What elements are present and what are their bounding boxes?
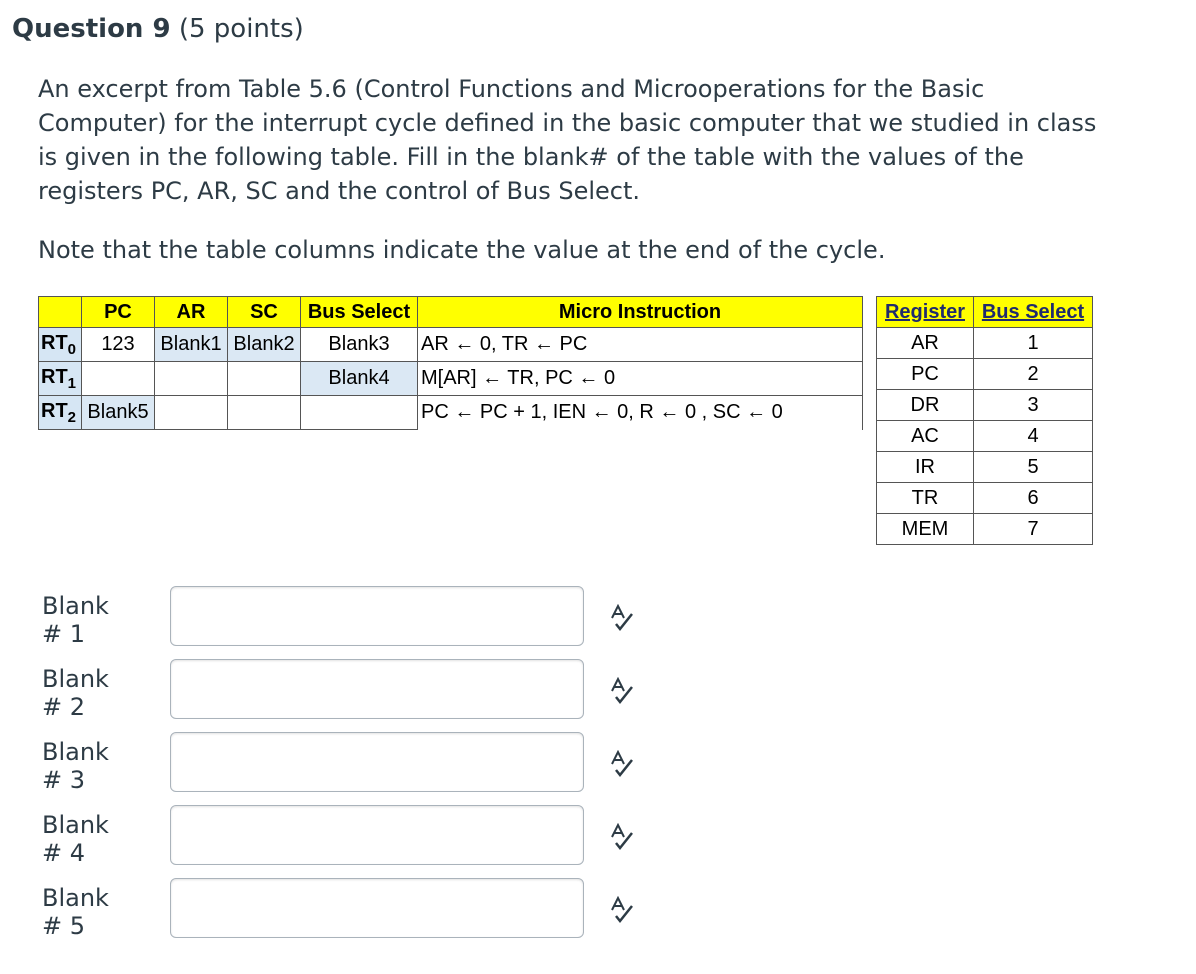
bus-cell: Blank3: [301, 328, 418, 362]
register-cell: TR: [877, 483, 974, 514]
bus-select-cell: 5: [974, 452, 1093, 483]
register-cell: AR: [877, 328, 974, 359]
question-note: Note that the table columns indicate the value at the end of the cycle.: [38, 236, 886, 264]
row-label: $RT_1$: [39, 362, 82, 396]
sc-cell: [228, 362, 301, 396]
ar-cell: [155, 362, 228, 396]
header-cell: AR: [155, 297, 228, 328]
table-row: [877, 514, 1093, 545]
bus-cell: Blank4: [301, 362, 418, 396]
bus-select-table: [876, 296, 1093, 545]
table-row: [877, 328, 1093, 359]
bus-cell: [301, 396, 418, 430]
header-cell: [39, 297, 82, 328]
register-cell: PC: [877, 359, 974, 390]
bus-select-cell: 4: [974, 421, 1093, 452]
bus-select-cell: 6: [974, 483, 1093, 514]
micro-op-table: [38, 296, 863, 430]
micro-cell: AR ← 0, TR ← PC: [418, 328, 863, 362]
table-row: [39, 396, 863, 430]
blank-2-input[interactable]: [170, 659, 584, 719]
register-cell: DR: [877, 390, 974, 421]
blank-4-input[interactable]: [170, 805, 584, 865]
header-cell: SC: [228, 297, 301, 328]
bus-select-cell: 2: [974, 359, 1093, 390]
blank-5-input[interactable]: [170, 878, 584, 938]
blank-3-input[interactable]: [170, 732, 584, 792]
table-row: [39, 328, 863, 362]
bus-select-cell: 3: [974, 390, 1093, 421]
pc-cell: 123: [82, 328, 155, 362]
blank-label: Blank # 1: [42, 592, 109, 648]
blank-label: Blank # 5: [42, 884, 109, 940]
row-label: $RT_2$: [39, 396, 82, 430]
pc-cell: Blank5: [82, 396, 155, 430]
table-row: [877, 421, 1093, 452]
blank-label: Blank # 4: [42, 811, 109, 867]
register-cell: AC: [877, 421, 974, 452]
header-cell: Micro Instruction: [418, 297, 863, 328]
micro-cell: PC ← PC + 1, IEN ← 0, R ← 0 , SC ← 0: [418, 396, 863, 430]
spellcheck-icon[interactable]: [608, 604, 636, 634]
table-row: [877, 359, 1093, 390]
row-label: $RT_0$: [39, 328, 82, 362]
register-cell: MEM: [877, 514, 974, 545]
table-header-row: [877, 297, 1093, 328]
table-header-row: [39, 297, 863, 328]
pc-cell: [82, 362, 155, 396]
blank-label: Blank # 3: [42, 738, 109, 794]
question-points: (5 points): [178, 14, 304, 44]
sc-cell: Blank2: [228, 328, 301, 362]
table-row: [39, 362, 863, 396]
header-cell: Register: [877, 297, 974, 328]
blank-1-input[interactable]: [170, 586, 584, 646]
micro-cell: M[AR] ← TR, PC ← 0: [418, 362, 863, 396]
question-header: [12, 14, 304, 44]
question-title: Question 9: [12, 14, 171, 44]
header-cell: PC: [82, 297, 155, 328]
sc-cell: [228, 396, 301, 430]
register-cell: IR: [877, 452, 974, 483]
spellcheck-icon[interactable]: [608, 823, 636, 853]
question-text: An excerpt from Table 5.6 (Control Functions and Microoperations for the Basic Computer) for the interrupt cycle defined in the basic computer that we studied in class is given in the following table. Fill in the blank# of the table with the values of the registers PC, AR, SC and the control of Bus Select.: [38, 75, 1097, 205]
header-cell: Bus Select: [974, 297, 1093, 328]
table-row: [877, 483, 1093, 514]
blank-label: Blank # 2: [42, 665, 109, 721]
ar-cell: [155, 396, 228, 430]
table-row: [877, 452, 1093, 483]
table-row: [877, 390, 1093, 421]
ar-cell: Blank1: [155, 328, 228, 362]
spellcheck-icon[interactable]: [608, 750, 636, 780]
bus-select-cell: 1: [974, 328, 1093, 359]
bus-select-cell: 7: [974, 514, 1093, 545]
header-cell: Bus Select: [301, 297, 418, 328]
spellcheck-icon[interactable]: [608, 896, 636, 926]
spellcheck-icon[interactable]: [608, 677, 636, 707]
